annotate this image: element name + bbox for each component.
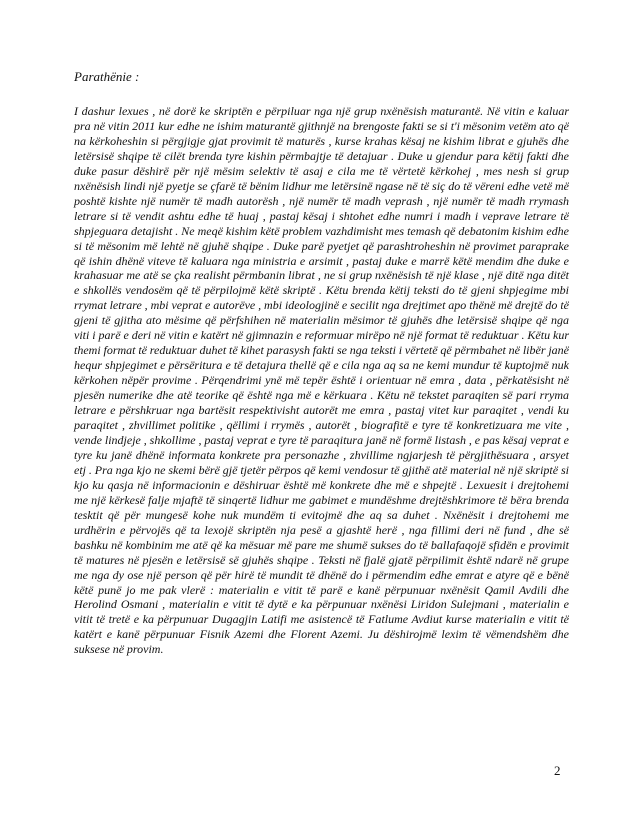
preface-heading: Parathënie : <box>74 69 140 84</box>
preface-body-paragraph: I dashur lexues , në dorë ke skriptën e përpiluar nga një grup nxënësish maturantë. Në vitin e kaluar pra në vitin 2011 kur edhe ne ishim maturantë gjithnjë na brengoste fakti se si t'i mësonim vetëm ato që na kërkoheshin si përgjigje gjat provimit të maturës , kurse krahas kësaj ne kishim librat e gjuhës dhe letërsisë shqipe të cilët brenda tyre kishin përmbajtje të detajuar . Duke u gjendur para këtij fakti dhe duke pasur dëshirë për një mësim selektiv të asaj e cila me të vërtetë kërkohej , mes nesh si grup nxënësish lindi një pyetje se çfarë të bënim lidhur me letërsinë ngase në të siç do të vëreni edhe vetë më poshtë kishte një numër të madh autorësh , një numër të madh veprash , një numër të madh rrymash letrare si të vendit ashtu edhe të huaj , pastaj kësaj i shtohet edhe numri i madh i vepravе letrare të shpjeguara detajisht . Ne meqë kishim këtë problem vazhdimisht mes temash që debatonim kishim edhe si të mësonim më lehtë në gjuhë shqipe . Duke parë pyetjet që parashtroheshin në provimet paraprake që ishin dhënë viteve të kaluara nga ministria e arsimit , pastaj duke e marrë këtë mendim dhe duke e krahasuar me atë se çka realisht përmbanin librat , ne si grup nxënësish të një klase , një ditë nga ditët e shkollës vendosëm që të përpilojmë këtë skriptë . Këtu brenda këtij teksti do të gjeni shpjegime mbi rrymat letrare , mbi veprat e autorëve , mbi ideologjinë e secilit nga drejtimet apo thënë më drejtë do të gjeni të gjitha ato mësime që përfshihen në materialin mësimor të gjuhës dhe letërsisë shqipe që nga viti i parë e deri në vitin e katërt në gjimnazin e reformuar mirëpo në një format të reduktuar . Këtu kur themi format të reduktuar duhet të kihet parasysh fakti se nga teksti i vërtetë që përmbahet në libër janë hequr shpjegimet e përsëritura e të detajura thellë që e cila nga aq sa ne kemi mundur të kuptojmë nuk kërkohen nëpër provime . Përqendrimi ynë më tepër është i orientuar në emra , data , përkatësisht në pjesën numerike dhe atë teorike që është nga më e kërkuara . Këtu në tekstet paraqiten së pari rryma letrare e përshkruar nga bartësit respektivisht autorët me emra , pastaj vitet kur paraqitet , vendi ku paraqitet , zhvillimet politike , qëllimi i rrymës , autorët , biografitë e tyre të konkretizuara me vite , vende lindjeje , shkollime , pastaj veprat e tyre të paraqitura janë në formë listash , e pas kësaj veprat e tyre ku janë dhënë informata konkrete pra personazhe , zhvillime ngjarjesh të përgjithësuara , arsyet etj . Pra nga kjo ne skemi bërë gjë tjetër përpos që kemi vendosur të gjithë atë material në një skriptë si kjo ku qasja në informacionin e dëshiruar është më konkrete dhe më e shpejtë . Lexuesit i drejtohemi me një kërkesë falje mjaftë të sinqertë lidhur me gabimet e mundëshme drejtëshkrimore të bëra brenda tesktit që për mungesë kohe nuk mundëm ti evitojmë dhe aq sa duhet . Nxënësit i drejtohemi me urdhërin e përvojës që ta lexojë skriptën nja pesë a gjashtë herë , nga fillimi deri në fund , dhe së bashku në kombinim me atë që ka mësuar më pare me shumë sukses do të ballafaqojë sfidën e provimit të matures në pjesën e letërsisë së gjuhës shqipe . Teksti në fjalë gjatë përpilimit është ndarë në grupe me nga dy ose një person që për hirë të mundit të dhënë do i përmendim edhe emrat e atyre që e bënë këtë punë jo me pak vlerë : materialin e vitit të parë e kanë përpunuar nxënësit Qamil Avdili dhe Herolind Osmani , materialin e vitit të dytë e ka përpunuar nxënësi Liridon Sulejmani , materialin e vitit të tretë e ka përpunuar Dugagjin Latifi me asistencë të Fatlume Avdiut kurse materialin e vitit të katërt e kanë përpunuar Fisnik Azemi dhe Florent Azemi. Ju dëshirojmë lexim të vëmendshëm dhe suksese në provim. <box>74 104 569 657</box>
page-number: 2 <box>554 763 561 778</box>
